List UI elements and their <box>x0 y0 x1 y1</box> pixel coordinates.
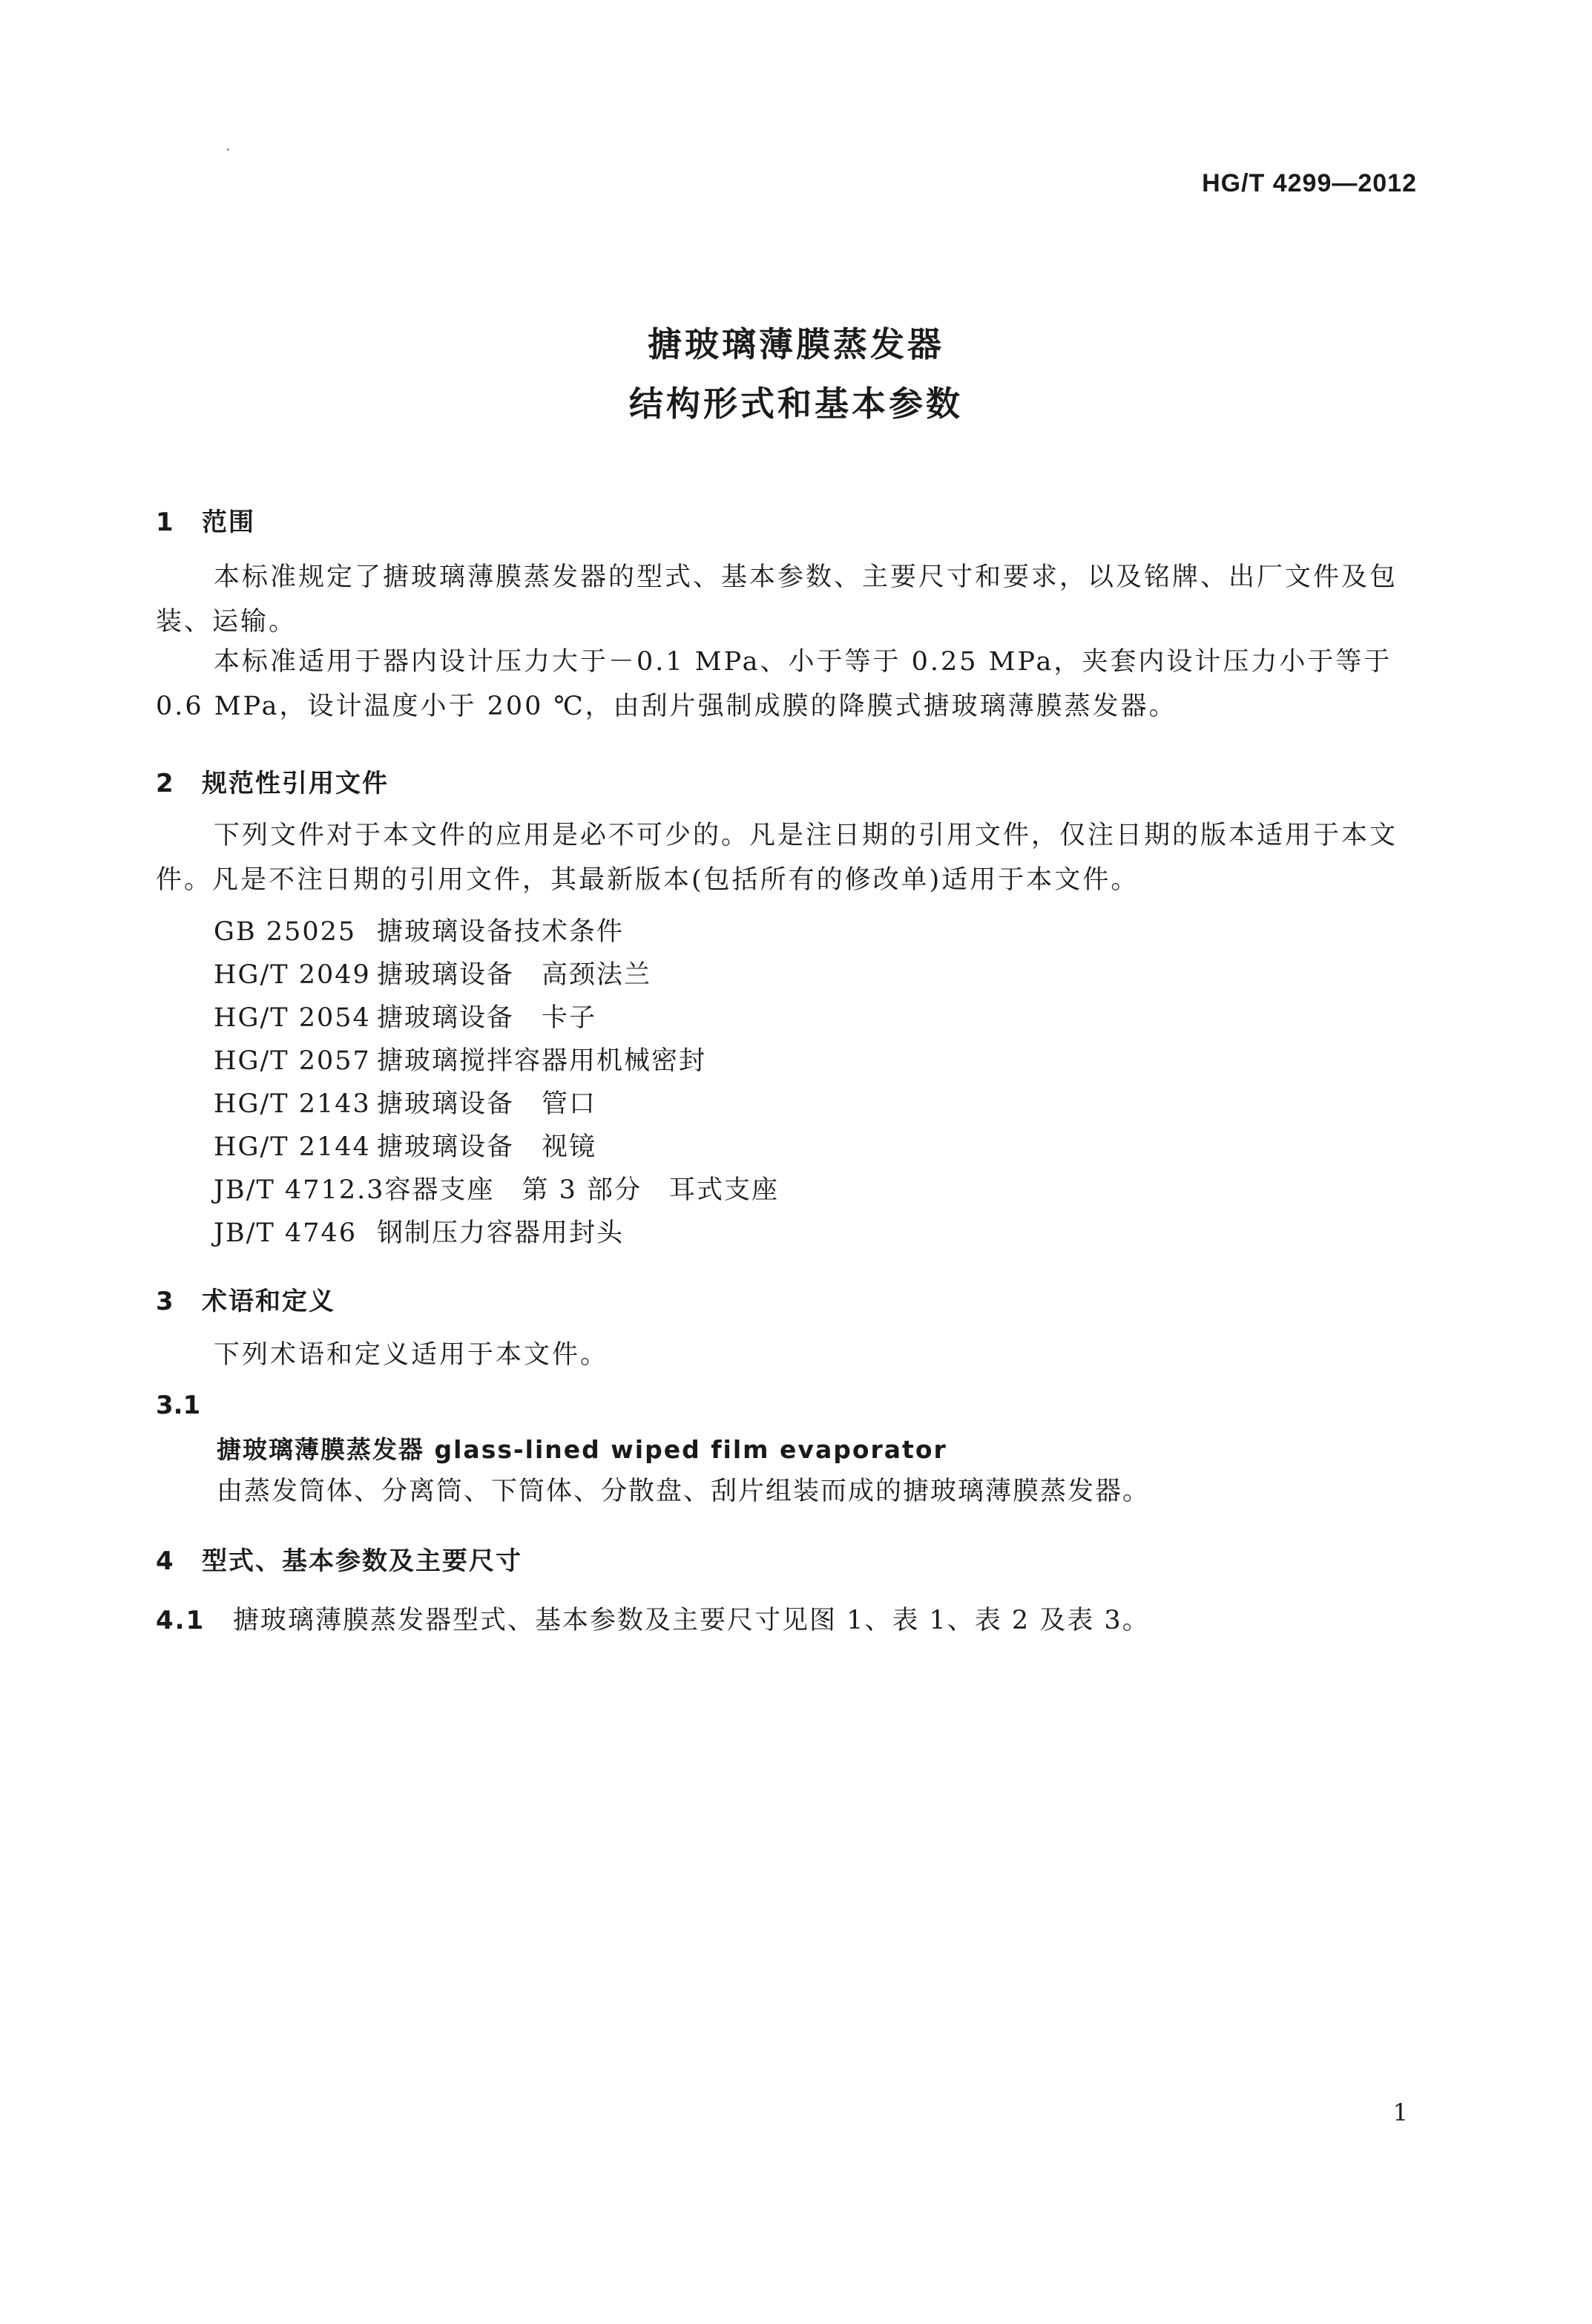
reference-title: 搪玻璃搅拌容器用机械密封 <box>377 1046 707 1076</box>
clause-text: 搪玻璃薄膜蒸发器型式、基本参数及主要尺寸见图 1、表 1、表 2 及表 3。 <box>233 1606 1150 1635</box>
reference-item <box>214 1040 706 1077</box>
section-1-heading <box>156 502 255 538</box>
reference-item <box>214 911 624 948</box>
reference-title: 钢制压力容器用封头 <box>377 1218 625 1248</box>
reference-code: JB/T 4712.3 <box>214 1175 385 1205</box>
paragraph-text: 下列文件对于本文件的应用是必不可少的。凡是注日期的引用文件，仅注日期的版本适用于本文件。凡是不注日期的引用文件，其最新版本(包括所有的修改单)适用于本文件。 <box>156 821 1398 895</box>
reference-item <box>214 954 651 991</box>
section-title: 型式、基本参数及主要尺寸 <box>202 1546 522 1576</box>
section-2-heading <box>156 763 389 799</box>
document-title-line-1: 搪玻璃薄膜蒸发器 <box>648 324 944 364</box>
reference-title: 搪玻璃设备技术条件 <box>377 917 625 947</box>
reference-code: GB 25025 <box>214 917 357 947</box>
section-title: 术语和定义 <box>202 1287 335 1316</box>
reference-item <box>214 997 596 1034</box>
reference-code: HG/T 2143 <box>214 1089 371 1119</box>
reference-title: 搪玻璃设备 管口 <box>377 1089 597 1119</box>
scan-speck <box>227 148 229 151</box>
term-entry: 搪玻璃薄膜蒸发器 glass-lined wiped film evaporator <box>217 1435 947 1464</box>
section-number: 4 <box>156 1546 175 1576</box>
section-3-heading <box>156 1281 335 1317</box>
reference-title: 搪玻璃设备 卡子 <box>377 1003 597 1033</box>
page-number: 1 <box>1392 2098 1408 2127</box>
subclause-number: 3.1 <box>156 1391 201 1420</box>
section-2-paragraph-1 <box>156 813 1432 902</box>
paragraph-text: 下列术语和定义适用于本文件。 <box>214 1340 609 1370</box>
reference-code: JB/T 4746 <box>214 1218 358 1248</box>
reference-title: 容器支座 第 3 部分 耳式支座 <box>384 1175 780 1205</box>
reference-code: HG/T 2144 <box>214 1132 371 1162</box>
section-3-paragraph-1 <box>156 1333 1432 1377</box>
reference-code: HG/T 2054 <box>214 1003 371 1033</box>
term-definition: 由蒸发筒体、分离筒、下筒体、分散盘、刮片组装而成的搪玻璃薄膜蒸发器。 <box>217 1477 1151 1506</box>
reference-code: HG/T 2049 <box>214 960 371 990</box>
clause-number: 4.1 <box>156 1606 205 1635</box>
standard-code: HG/T 4299—2012 <box>1202 169 1417 197</box>
document-title-line-2: 结构形式和基本参数 <box>629 384 963 424</box>
reference-item <box>214 1212 624 1250</box>
section-title: 范围 <box>202 508 255 537</box>
paragraph-text: 本标准适用于器内设计压力大于－0.1 MPa、小于等于 0.25 MPa，夹套内设计压力小于等于0.6 MPa，设计温度小于 200 ℃，由刮片强制成膜的降膜式搪玻璃薄膜蒸发器。 <box>156 647 1392 721</box>
clause-4-1 <box>156 1600 1150 1637</box>
reference-title: 搪玻璃设备 视镜 <box>377 1132 597 1162</box>
section-1-paragraph-1 <box>156 555 1432 644</box>
reference-item <box>214 1083 596 1120</box>
section-number: 3 <box>156 1287 175 1316</box>
reference-title: 搪玻璃设备 高颈法兰 <box>377 960 652 990</box>
section-title: 规范性引用文件 <box>202 769 389 798</box>
section-number: 2 <box>156 769 175 798</box>
reference-item <box>214 1126 596 1163</box>
section-1-paragraph-2 <box>156 640 1432 729</box>
section-4-heading <box>156 1540 522 1577</box>
reference-code: HG/T 2057 <box>214 1046 371 1076</box>
section-number: 1 <box>156 508 175 537</box>
paragraph-text: 本标准规定了搪玻璃薄膜蒸发器的型式、基本参数、主要尺寸和要求，以及铭牌、出厂文件及包装、运输。 <box>156 562 1398 637</box>
reference-item <box>214 1169 779 1207</box>
